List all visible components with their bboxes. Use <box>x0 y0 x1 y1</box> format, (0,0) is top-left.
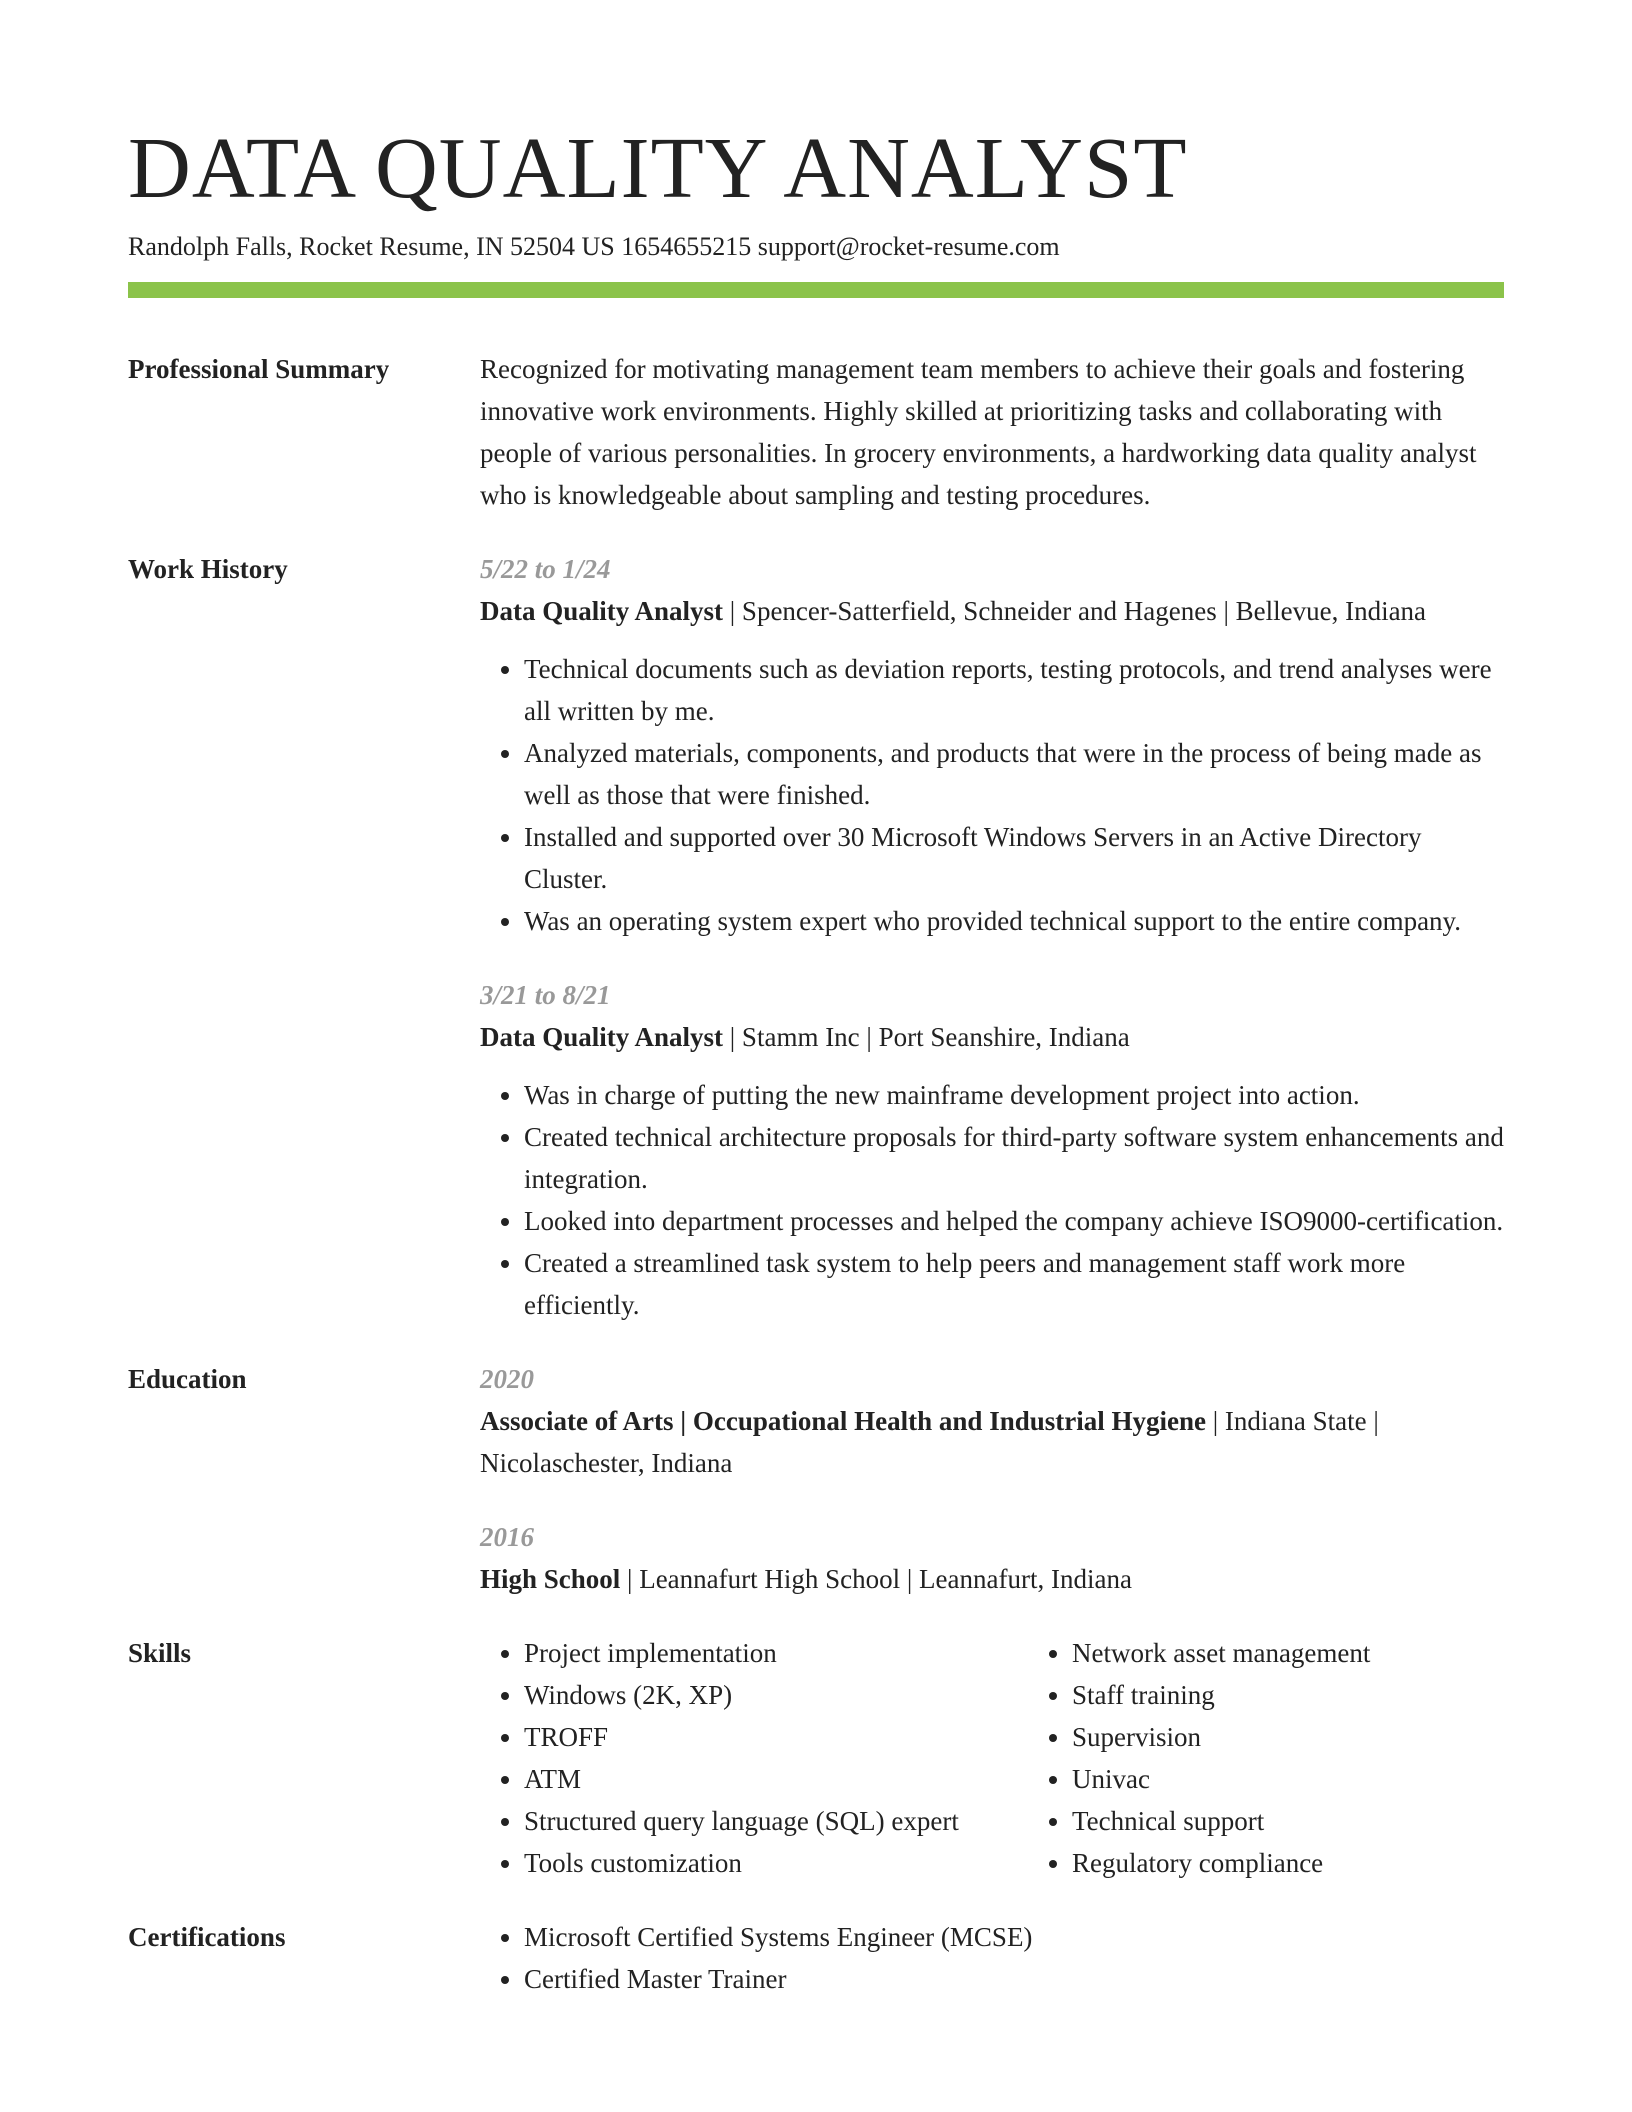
job-details: | Spencer-Satterfield, Schneider and Hagenes | Bellevue, Indiana <box>723 596 1427 626</box>
certifications-heading: Certifications <box>128 1922 286 1952</box>
resume-name: DATA QUALITY ANALYST <box>128 119 1188 216</box>
job-bullet: • Created a streamlined task system to help peers and management staff work more efficiently. <box>524 1242 1504 1326</box>
job-entry <box>480 974 1504 1326</box>
job-bullet: • Created technical architecture proposals for third-party software system enhancements and integration. <box>524 1116 1504 1200</box>
skill-item: • Project implementation <box>524 1632 1028 1674</box>
education-entry <box>480 1358 1504 1484</box>
education-heading-line <box>480 1400 1504 1484</box>
job-dates: 3/21 to 8/21 <box>480 980 611 1010</box>
job-bullet: • Was in charge of putting the new mainframe development project into action. <box>524 1074 1504 1116</box>
certifications-section <box>128 1916 1504 2000</box>
certification-item: • Microsoft Certified Systems Engineer (MCSE) <box>524 1916 1504 1958</box>
education-entry <box>480 1516 1504 1600</box>
skills-body <box>480 1632 1504 1884</box>
skills-heading: Skills <box>128 1638 192 1668</box>
certification-item: • Certified Master Trainer <box>524 1958 1504 2000</box>
job-title: Data Quality Analyst <box>480 596 724 626</box>
job-dates: 5/22 to 1/24 <box>480 554 611 584</box>
summary-section <box>128 348 1504 516</box>
skill-item: • Tools customization <box>524 1842 1028 1884</box>
skills-column <box>480 1632 1028 1884</box>
education-degree: High School <box>480 1564 621 1594</box>
header-divider <box>128 282 1504 298</box>
job-bullet: • Technical documents such as deviation reports, testing protocols, and trend analyses were all written by me. <box>524 648 1504 732</box>
job-heading <box>480 1016 1504 1058</box>
work-history-heading: Work History <box>128 554 288 584</box>
work-history-body <box>480 548 1504 1326</box>
education-details: | Indiana State | Nicolaschester, Indiana <box>480 1406 1379 1478</box>
education-body <box>480 1358 1504 1600</box>
education-details: | Leannafurt High School | Leannafurt, Indiana <box>620 1564 1132 1594</box>
skill-item: • ATM <box>524 1758 1028 1800</box>
job-bullet: • Looked into department processes and helped the company achieve ISO9000-certification. <box>524 1200 1504 1242</box>
education-heading: Education <box>128 1364 247 1394</box>
skills-section <box>128 1632 1504 1884</box>
job-entry <box>480 548 1504 942</box>
education-heading-line <box>480 1558 1504 1600</box>
skill-item: • TROFF <box>524 1716 1028 1758</box>
skill-item: • Network asset management <box>1072 1632 1370 1674</box>
summary-text: Recognized for motivating management team members to achieve their goals and fostering innovative work environments. Highly skilled at prioritizing tasks and collaborating with people of various personalities. In grocery environments, a hardworking data quality analyst who is knowledgeable about sampling and testing procedures. <box>480 354 1477 510</box>
summary-heading: Professional Summary <box>128 354 390 384</box>
certifications-list <box>480 1916 1504 2000</box>
education-degree: Associate of Arts | Occupational Health and Industrial Hygiene <box>480 1406 1206 1436</box>
skill-item: • Structured query language (SQL) expert <box>524 1800 1028 1842</box>
skill-item: • Staff training <box>1072 1674 1370 1716</box>
skill-item: • Regulatory compliance <box>1072 1842 1370 1884</box>
contact-line: Randolph Falls, Rocket Resume, IN 52504 US 1654655215 support@rocket-resume.com <box>128 232 1060 261</box>
education-year: 2016 <box>480 1522 534 1552</box>
job-bullets <box>480 1074 1504 1326</box>
job-heading <box>480 590 1504 632</box>
certifications-body <box>480 1916 1504 2000</box>
job-bullet: • Installed and supported over 30 Microsoft Windows Servers in an Active Directory Cluster. <box>524 816 1504 900</box>
job-bullet: • Was an operating system expert who provided technical support to the entire company. <box>524 900 1504 942</box>
education-section <box>128 1358 1504 1600</box>
education-year: 2020 <box>480 1364 534 1394</box>
work-history-section <box>128 548 1504 1326</box>
job-bullets <box>480 648 1504 942</box>
skill-item: • Windows (2K, XP) <box>524 1674 1028 1716</box>
skill-item: • Supervision <box>1072 1716 1370 1758</box>
skill-item: • Univac <box>1072 1758 1370 1800</box>
job-bullet: • Analyzed materials, components, and products that were in the process of being made as well as those that were finished. <box>524 732 1504 816</box>
skills-column <box>1028 1632 1370 1884</box>
skill-item: • Technical support <box>1072 1800 1370 1842</box>
job-details: | Stamm Inc | Port Seanshire, Indiana <box>723 1022 1130 1052</box>
job-title: Data Quality Analyst <box>480 1022 724 1052</box>
resume-page <box>128 0 1504 2000</box>
